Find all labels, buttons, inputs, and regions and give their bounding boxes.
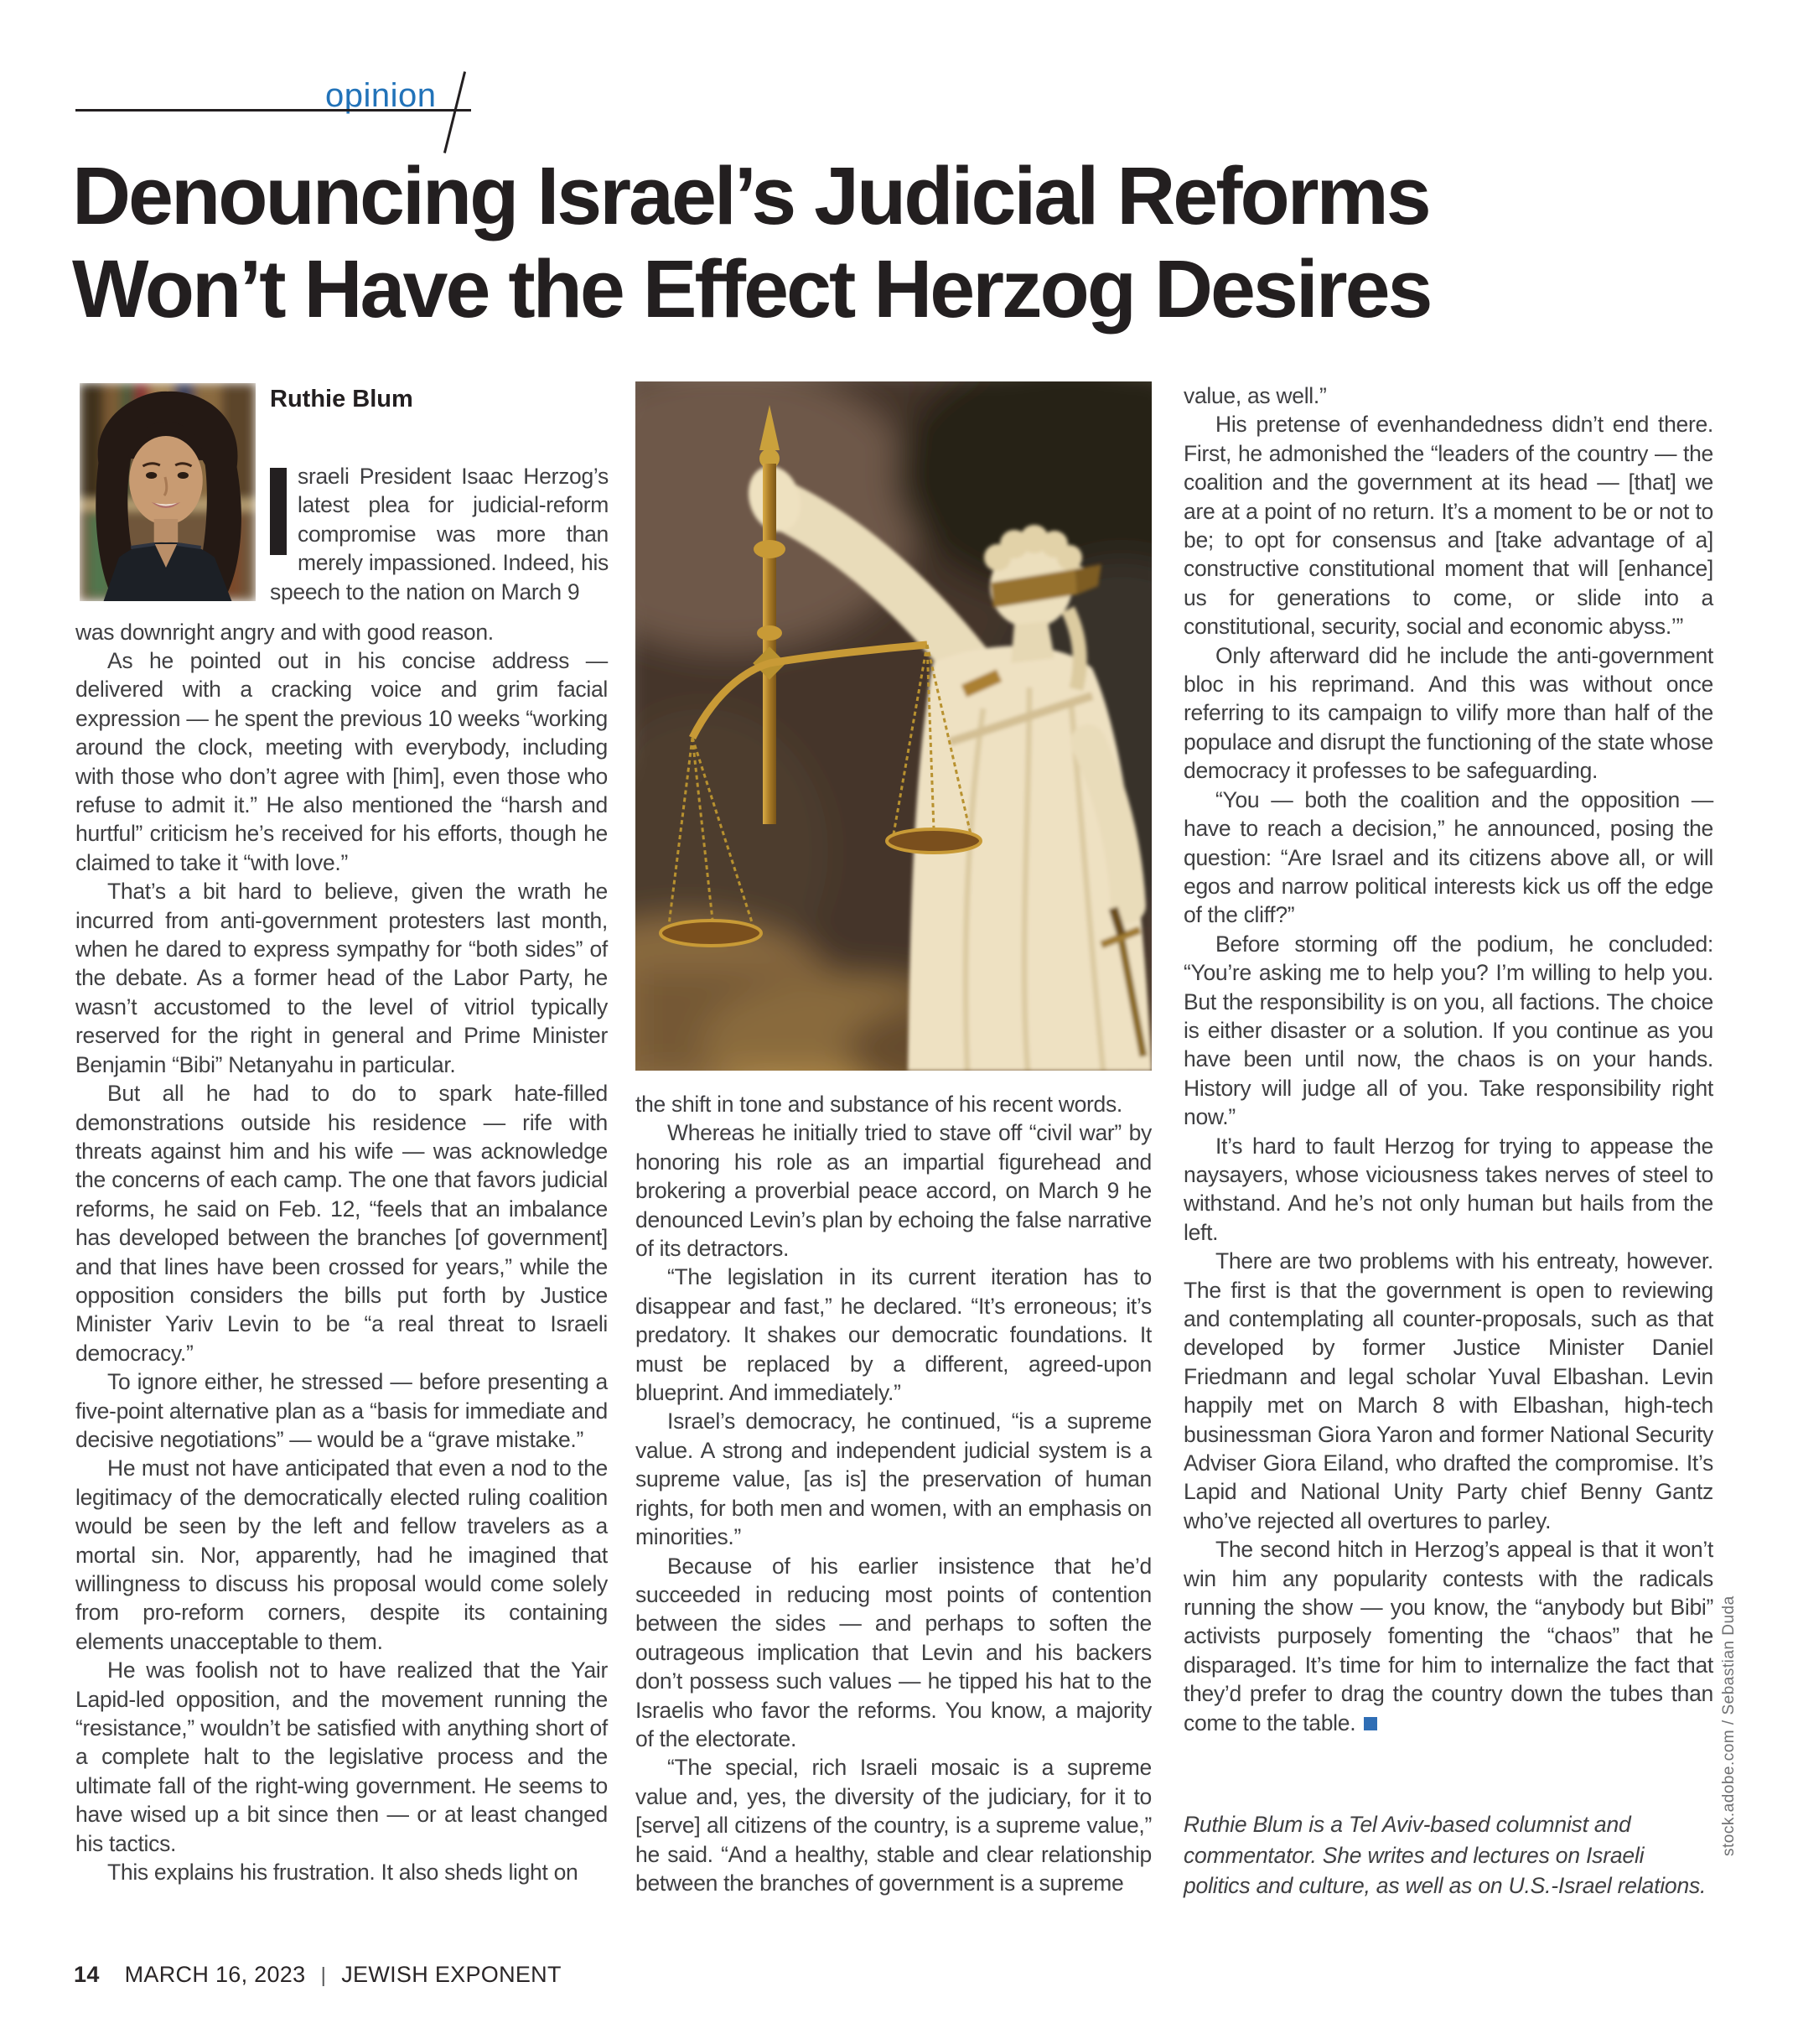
intro-paragraph-continued: was downright angry and with good reason. — [75, 620, 494, 645]
paragraph: He must not have anticipated that even a nod to the legitimacy of the democratically elected ruling coalition would be seen by the left and fellow travelers as a mortal sin. Nor, apparently, had he imagined that willingness to discuss his proposal would come solely from pro-reform corners, despite its containing elements unacceptable to them. — [75, 1455, 608, 1654]
paragraph: To ignore either, he stressed — before presenting a five-point alternative plan as a “basis for immediate and decisive negotiations” — would be a “grave mistake.” — [75, 1369, 608, 1452]
column-3-paragraphs — [1184, 381, 1713, 1737]
footer-separator: | — [320, 1964, 327, 1987]
paragraph: “The legislation in its current iteration has to disappear and fast,” he declared. “It’s erroneous; it’s predatory. It shakes our democratic foundations. It must be replaced by a different, agreed-upon blueprint. And immediately.” — [635, 1264, 1152, 1406]
paragraph: It’s hard to fault Herzog for trying to appease the naysayers, whose viciousness takes nerves of steel to withstand. And he’s not only human but hails from the left. — [1184, 1133, 1713, 1245]
intro-text: sraeli President Isaac Herzog’s latest plea for judicial-reform compromise was more than merely impassioned. Indeed, his speech to the nation on March 9 — [270, 464, 609, 604]
paragraph: “You — both the coalition and the opposition — have to reach a decision,” he announced, posing the question: “Are Israel and its citizens above all, or will egos and narrow political interests kick us off the edge of the cliff?” — [1184, 786, 1713, 928]
footer-date: MARCH 16, 2023 — [124, 1962, 306, 1987]
page-title — [72, 149, 1740, 335]
paragraph: That’s a bit hard to believe, given the wrath he incurred from anti-government protesters last month, when he dared to express sympathy for “both sides” of the debate. As a former head of the Labor Party, he wasn’t accustomed to the level of vitriol typically reserved for the right in general and Prime Minister Benjamin “Bibi” Netanyahu in particular. — [75, 879, 608, 1077]
lady-justice-photo — [635, 381, 1152, 1071]
paragraph: Only afterward did he include the anti-government bloc in his reprimand. And this was without once referring to its campaign to vilify more than half of the populace and disrupt the functioning of the state whose democracy it professes to be safeguarding. — [1184, 642, 1713, 784]
paragraph: There are two problems with his entreaty, however. The first is that the government is open to reviewing and contemplating all counter-proposals, such as that developed by former Justice Minister Daniel Friedmann and legal scholar Yuval Elbashan. Levin happily met on March 8 with Elbashan, high-tech businessman Giora Yaron and former National Security Adviser Giora Eiland, who drafted the compromise. It’s Lapid and National Unity Party chief Benny Gantz who’ve rejected all overtures to parley. — [1184, 1248, 1713, 1533]
paragraph: value, as well.” — [1184, 383, 1327, 408]
section-slash-icon — [443, 71, 466, 153]
column-1-paragraphs — [75, 646, 608, 1886]
headline-line1: Denouncing Israel’s Judicial Reforms — [72, 150, 1429, 241]
paragraph: “The special, rich Israeli mosaic is a supreme value and, yes, the diversity of the judiciary, for it to [serve] all citizens of the country, is a supreme value,” he said. “And a healthy, stable and clear relationship between the branches of government is a supreme — [635, 1755, 1152, 1896]
intro-paragraph — [270, 462, 609, 606]
paragraph: Israel’s democracy, he continued, “is a supreme value. A strong and independent judicial system is a supreme value, [as is] the preservation of human rights, for both men and women, with an emphasis on minorities.” — [635, 1408, 1152, 1550]
paragraph: Whereas he initially tried to stave off “civil war” by honoring his role as an impartial figurehead and brokering a proverbial peace accord, on March 9 he denounced Levin’s plan by echoing the false narrative of its detractors. — [635, 1120, 1152, 1262]
photo-credit: stock.adobe.com / Sebastian Duda — [1720, 1595, 1738, 1856]
author-headshot-image — [80, 383, 256, 601]
paragraph: He was foolish not to have realized that the Yair Lapid-led opposition, and the movement running the “resistance,” wouldn’t be satisfied with anything short of a complete halt to the legislative process and the ultimate fall of the right-wing government. He seems to have wised up a bit since then — or at least changed his tactics. — [75, 1658, 608, 1856]
paragraph: the shift in tone and substance of his recent words. — [635, 1092, 1122, 1117]
section-label: opinion — [325, 77, 437, 114]
author-headshot — [80, 383, 256, 601]
paragraph: But all he had to do to spark hate-filled demonstrations outside his residence — rife with threats against him and his wife — was acknowledge the concerns of each camp. The one that favors judicial reforms, he said on Feb. 12, “feels that an imbalance has developed between the branches [of government] and that lines have been crossed for years,” while the opposition considers the bills put forth by Justice Minister Yariv Levin to be “a real threat to Israeli democracy.” — [75, 1081, 608, 1366]
column-2-paragraphs — [635, 1090, 1152, 1897]
drop-cap — [270, 468, 287, 555]
footer-publication: JEWISH EXPONENT — [341, 1962, 562, 1987]
article-end-mark — [1364, 1717, 1377, 1730]
paragraph: Before storming off the podium, he concluded: “You’re asking me to help you? I’m willing to help you. But the responsibility is on you, all factions. The choice is either disaster or a solution. If you continue as you have been until now, the chaos is on your hands. History will judge all of you. Take responsibility right now.” — [1184, 931, 1713, 1130]
lady-justice-image — [635, 381, 1152, 1071]
author-name: Ruthie Blum — [270, 386, 413, 412]
author-bio: Ruthie Blum is a Tel Aviv-based columnist and commentator. She writes and lectures on Israeli politics and culture, as well as on U.S.-Israel relations. — [1184, 1812, 1707, 1898]
headline-line2: Won’t Have the Effect Herzog Desires — [72, 243, 1431, 335]
paragraph: The second hitch in Herzog’s appeal is that it won’t win him any popularity contests with the radicals running the show — you know, the “anybody but Bibi” activists purposely fomenting the “chaos” that he disparaged. It’s time for him to internalize the fact that they’d prefer to drag the country down the tubes than come to the table. — [1184, 1537, 1713, 1735]
page-footer — [74, 1962, 562, 1988]
paragraph: As he pointed out in his concise address — delivered with a cracking voice and grim facial expression — he spent the previous 10 weeks “working around the clock, meeting with everybody, including with those who don’t agree with [him], even those who refuse to admit it.” He also mentioned the “harsh and hurtful” criticism he’s received for his efforts, though he claimed to take it “with love.” — [75, 648, 608, 875]
paragraph: His pretense of evenhandedness didn’t end there. First, he admonished the “leaders of the country — the coalition and the government at its head — [that] we are at a point of no return. It’s a moment to be or not to be; to opt for consensus and [take advantage of a] constructive constitutional moment that will [enhance] us for generations to come, or slide into a constitutional, security, social and economic abyss.’” — [1184, 412, 1713, 640]
section-rule — [75, 109, 471, 112]
paragraph: Because of his earlier insistence that he’d succeeded in reducing most points of contention between the sides — and perhaps to soften the outrageous implication that Levin and his backers don’t possess such values — he tipped his hat to the Israelis who favor the reforms. You know, a majority of the electorate. — [635, 1553, 1152, 1751]
page-number: 14 — [74, 1962, 100, 1987]
paragraph: This explains his frustration. It also sheds light on — [107, 1860, 578, 1886]
